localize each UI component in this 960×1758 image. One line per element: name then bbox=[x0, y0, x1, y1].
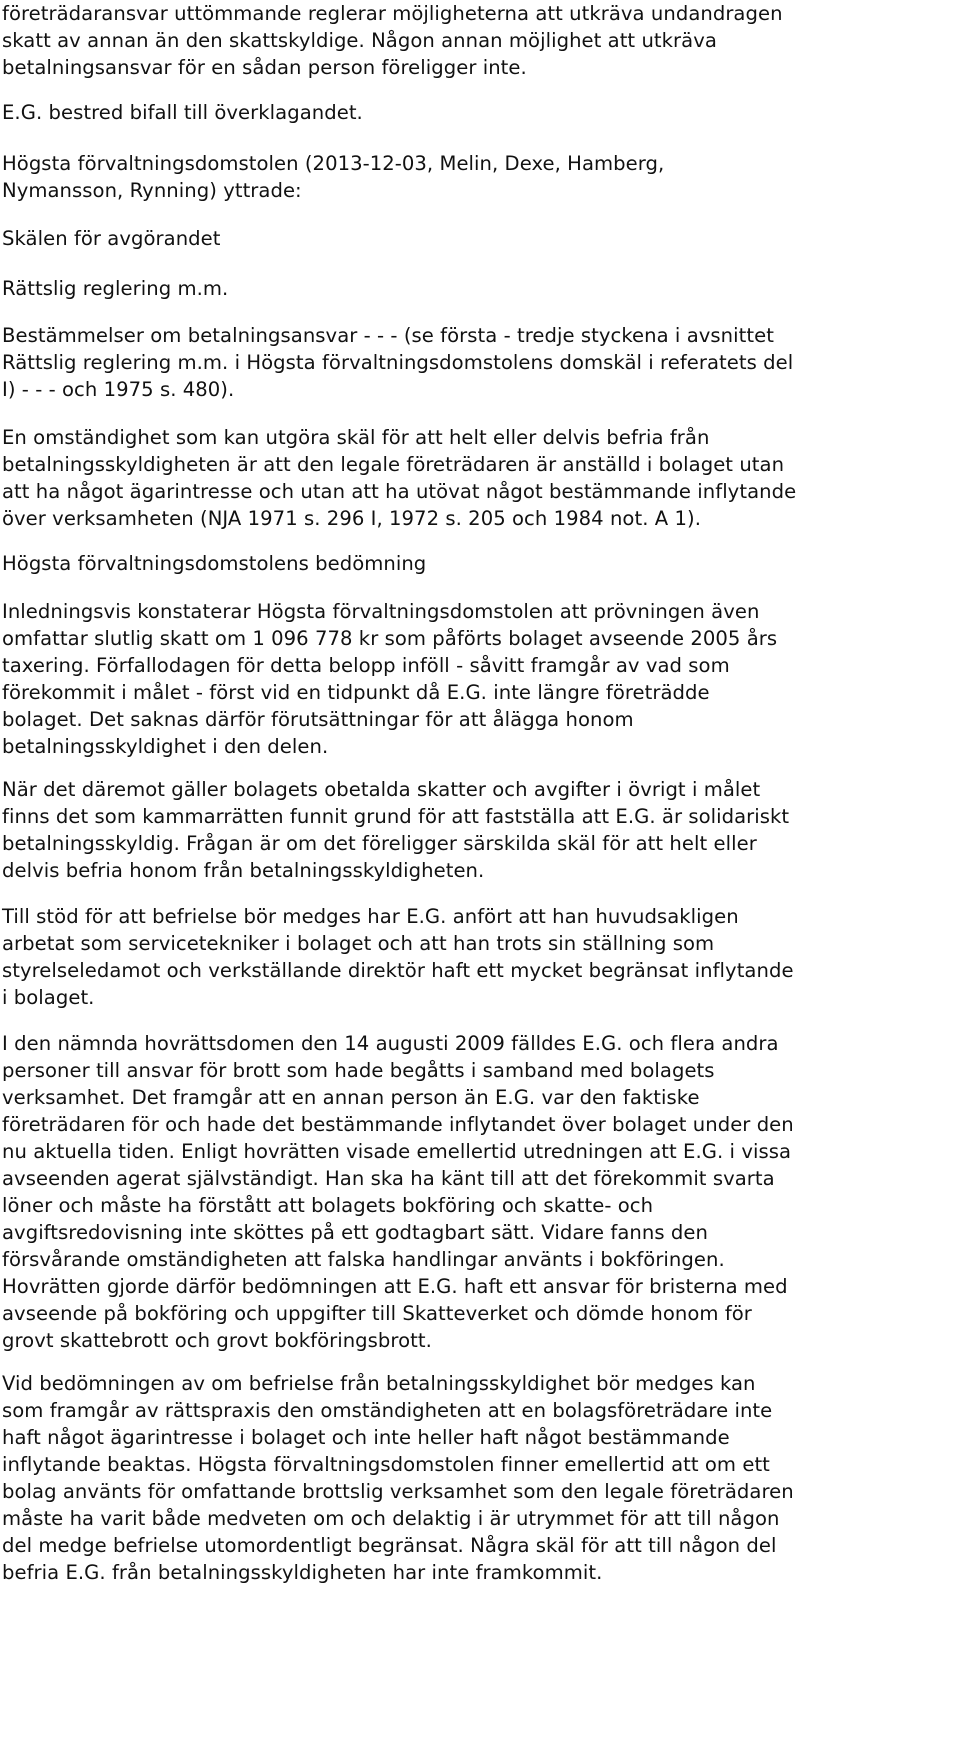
text-line: förekommit i målet - först vid en tidpunkt då E.G. inte längre företrädde bbox=[2, 681, 710, 704]
text-line: Nymansson, Rynning) yttrade: bbox=[2, 179, 302, 202]
section-heading: Högsta förvaltningsdomstolens bedömning bbox=[2, 552, 427, 575]
text-line: bolag använts för omfattande brottslig verksamhet som den legale företrädaren bbox=[2, 1480, 794, 1503]
text-line: avseenden agerat självständigt. Han ska ha känt till att det förekommit svarta bbox=[2, 1167, 775, 1190]
text-line: löner och måste ha förstått att bolagets bokföring och skatte- och bbox=[2, 1194, 654, 1217]
text-line: finns det som kammarrätten funnit grund för att fastställa att E.G. är solidariskt bbox=[2, 805, 790, 828]
text-line: Vid bedömningen av om befrielse från betalningsskyldighet bör medges kan bbox=[2, 1372, 756, 1395]
text-line: måste ha varit både medveten om och delaktig i är utrymmet för att till någon bbox=[2, 1507, 780, 1530]
text-line: När det däremot gäller bolagets obetalda skatter och avgifter i övrigt i målet bbox=[2, 778, 761, 801]
text-line: företrädaren för och hade det bestämmande inflytandet över bolaget under den bbox=[2, 1113, 794, 1136]
text-line: verksamhet. Det framgår att en annan person än E.G. var den faktiske bbox=[2, 1086, 700, 1109]
text-line: i bolaget. bbox=[2, 986, 95, 1009]
text-line: betalningsskyldighet i den delen. bbox=[2, 735, 329, 758]
text-line: att ha något ägarintresse och utan att ha utövat något bestämmande inflytande bbox=[2, 480, 797, 503]
text-line: avseende på bokföring och uppgifter till Skatteverket och dömde honom för bbox=[2, 1302, 752, 1325]
text-line: styrelseledamot och verkställande direktör haft ett mycket begränsat inflytande bbox=[2, 959, 794, 982]
section-heading: Skälen för avgörandet bbox=[2, 227, 221, 250]
text-line: Rättslig reglering m.m. i Högsta förvaltningsdomstolens domskäl i referatets del bbox=[2, 351, 794, 374]
text-line: personer till ansvar för brott som hade begåtts i samband med bolagets bbox=[2, 1059, 715, 1082]
text-line: nu aktuella tiden. Enligt hovrätten visade emellertid utredningen att E.G. i vissa bbox=[2, 1140, 792, 1163]
text-line: betalningsskyldig. Frågan är om det föreligger särskilda skäl för att helt eller bbox=[2, 832, 757, 855]
text-line: delvis befria honom från betalningsskyldigheten. bbox=[2, 859, 485, 882]
text-line: I den nämnda hovrättsdomen den 14 augusti 2009 fälldes E.G. och flera andra bbox=[2, 1032, 779, 1055]
text-line: som framgår av rättspraxis den omständigheten att en bolagsföreträdare inte bbox=[2, 1399, 773, 1422]
text-line: Bestämmelser om betalningsansvar - - - (se första - tredje styckena i avsnittet bbox=[2, 324, 774, 347]
text-line: betalningsansvar för en sådan person föreligger inte. bbox=[2, 56, 527, 79]
text-line: företrädaransvar uttömmande reglerar möjligheterna att utkräva undandragen bbox=[2, 2, 783, 25]
text-line: En omständighet som kan utgöra skäl för att helt eller delvis befria från bbox=[2, 426, 710, 449]
text-line: taxering. Förfallodagen för detta belopp inföll - såvitt framgår av vad som bbox=[2, 654, 730, 677]
text-line: E.G. bestred bifall till överklagandet. bbox=[2, 101, 363, 124]
text-line: inflytande beaktas. Högsta förvaltningsdomstolen finner emellertid att om ett bbox=[2, 1453, 770, 1476]
text-line: del medge befrielse utomordentligt begränsat. Några skäl för att till någon del bbox=[2, 1534, 777, 1557]
text-line: grovt skattebrott och grovt bokföringsbrott. bbox=[2, 1329, 432, 1352]
text-line: Till stöd för att befrielse bör medges har E.G. anfört att han huvudsakligen bbox=[2, 905, 739, 928]
text-line: Hovrätten gjorde därför bedömningen att E.G. haft ett ansvar för bristerna med bbox=[2, 1275, 788, 1298]
text-line: försvårande omständigheten att falska handlingar använts i bokföringen. bbox=[2, 1248, 725, 1271]
section-heading: Rättslig reglering m.m. bbox=[2, 277, 229, 300]
text-line: I) - - - och 1975 s. 480). bbox=[2, 378, 235, 401]
text-line: Högsta förvaltningsdomstolen (2013-12-03, Melin, Dexe, Hamberg, bbox=[2, 152, 665, 175]
text-line: betalningsskyldigheten är att den legale företrädaren är anställd i bolaget utan bbox=[2, 453, 785, 476]
text-line: avgiftsredovisning inte sköttes på ett godtagbart sätt. Vidare fanns den bbox=[2, 1221, 708, 1244]
text-line: arbetat som servicetekniker i bolaget och att han trots sin ställning som bbox=[2, 932, 715, 955]
text-line: över verksamheten (NJA 1971 s. 296 I, 1972 s. 205 och 1984 not. A 1). bbox=[2, 507, 701, 530]
text-line: bolaget. Det saknas därför förutsättningar för att ålägga honom bbox=[2, 708, 634, 731]
text-line: haft något ägarintresse i bolaget och inte heller haft något bestämmande bbox=[2, 1426, 730, 1449]
text-line: omfattar slutlig skatt om 1 096 778 kr som påförts bolaget avseende 2005 års bbox=[2, 627, 778, 650]
text-line: befria E.G. från betalningsskyldigheten har inte framkommit. bbox=[2, 1561, 603, 1584]
text-line: skatt av annan än den skattskyldige. Någon annan möjlighet att utkräva bbox=[2, 29, 717, 52]
text-line: Inledningsvis konstaterar Högsta förvaltningsdomstolen att prövningen även bbox=[2, 600, 760, 623]
